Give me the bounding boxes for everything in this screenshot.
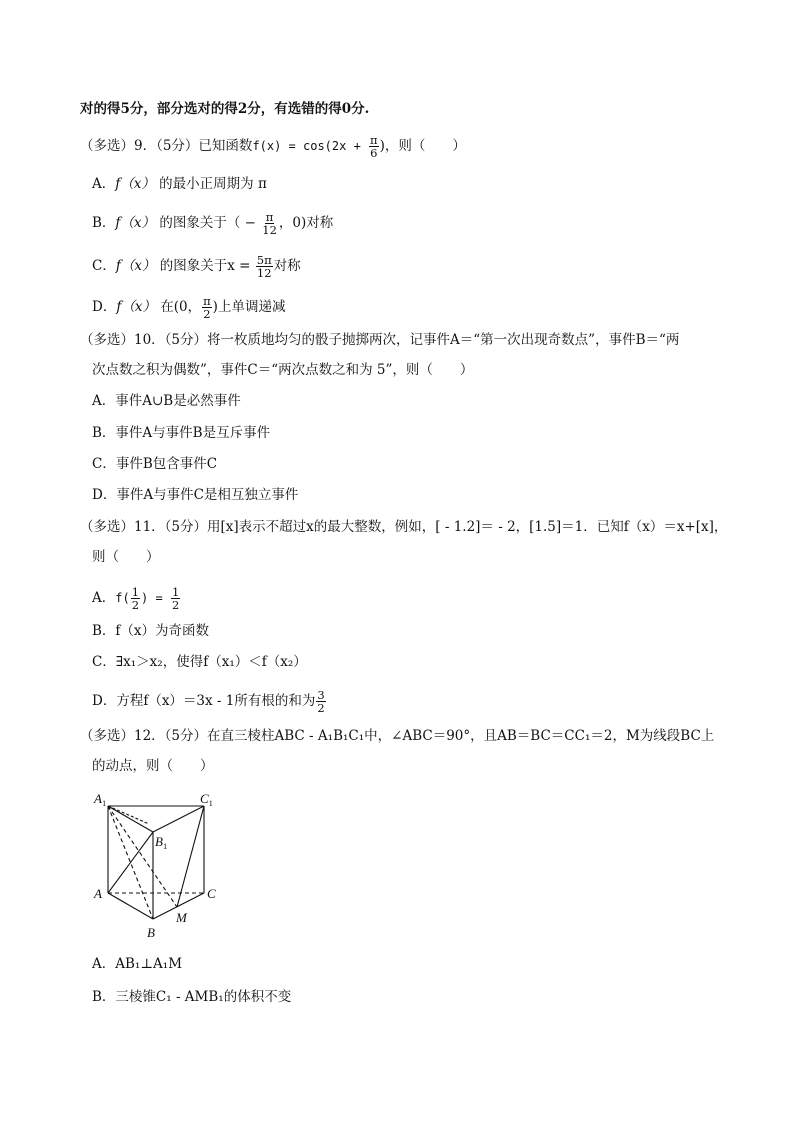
q11-a-fraction2: [171, 586, 180, 611]
q11-d-fraction: [316, 689, 325, 714]
q9-d-den: 2: [203, 307, 211, 321]
prism-edges: [108, 806, 204, 919]
question-12-stem-line1: （多选）12．（5分）在直三棱柱ABC - A₁B₁C₁中，∠ABC＝90°，且AB＝BC＝CC₁＝2，M为线段BC上: [80, 728, 715, 744]
q9-a-text: 的最小正周期为 π: [159, 176, 267, 192]
q9-frac-den: 6: [370, 146, 378, 160]
q9-c-fraction: [256, 254, 273, 279]
q9-option-b[interactable]: [92, 211, 333, 236]
q9-c-num: 5π: [256, 253, 272, 267]
edge-b1c1: [153, 806, 204, 832]
label-c1: $C_1$: [200, 791, 213, 808]
q11-a-f: f(: [115, 591, 130, 605]
q9-c-text1: 的图象关于x =: [159, 258, 255, 274]
q9-c-den: 12: [256, 266, 272, 280]
q9-d-fx: f（x）: [116, 299, 156, 315]
q11-option-b[interactable]: B．f（x）为奇函数: [92, 623, 210, 639]
q12-option-b[interactable]: B．三棱锥C₁ - AMB₁的体积不变: [92, 989, 292, 1005]
q9-a-letter: A．: [92, 176, 116, 192]
q9-c-letter: C．: [92, 258, 116, 274]
q11-d-num: 3: [317, 688, 325, 702]
q9-function: f(x) = cos(2x +: [252, 139, 369, 153]
q11-a-num2: 1: [171, 585, 180, 599]
q11-a-mid: ) =: [141, 591, 170, 605]
question-9-stem: [80, 134, 466, 159]
q9-b-fx: f（x）: [115, 215, 156, 231]
q9-b-den: 12: [262, 223, 277, 237]
q9-a-fx: f（x）: [115, 176, 155, 192]
q9-b-text1: 的图象关于（ −: [159, 215, 261, 231]
q9-b-fraction: [261, 211, 278, 236]
label-a: A: [94, 886, 102, 901]
q10-option-a[interactable]: A．事件A∪B是必然事件: [92, 393, 241, 409]
q11-d-den: 2: [317, 701, 325, 715]
question-11-stem-line2: 则（ ）: [92, 549, 160, 565]
q9-fraction: [369, 134, 379, 159]
q12-option-a[interactable]: A．AB₁⊥A₁M: [92, 956, 183, 972]
q9-b-num: π: [265, 210, 274, 224]
q11-a-letter: A．: [92, 590, 116, 606]
label-a1: $A_1$: [94, 791, 107, 808]
q9-option-c[interactable]: [92, 254, 301, 279]
q9-option-d[interactable]: [92, 295, 285, 320]
q11-a-num1: 1: [131, 585, 140, 599]
edge-ab: [108, 893, 153, 919]
q9-b-text2: ，0)对称: [278, 215, 334, 231]
q9-frac-num: π: [370, 133, 378, 147]
label-m: M: [176, 910, 187, 925]
q9-option-a[interactable]: [92, 175, 267, 193]
q11-d-text: D．方程f（x）＝3x - 1所有根的和为: [92, 693, 316, 709]
question-10-stem-line1: （多选）10．（5分）将一枚质地均匀的骰子抛掷两次，记事件A＝“第一次出现奇数点”，事件B＝“两: [80, 332, 680, 348]
q9-d-letter: D．: [92, 299, 117, 315]
q9-d-fraction: [202, 295, 212, 320]
q11-a-den2: 2: [171, 598, 180, 612]
q11-a-fraction1: [131, 586, 140, 611]
label-b: B: [147, 925, 155, 940]
label-b1: $B_1$: [155, 834, 168, 851]
question-12-stem-line2: 的动点，则（ ）: [92, 758, 214, 774]
edge-a1b1: [108, 806, 153, 832]
q11-option-c[interactable]: C．∃x₁＞x₂，使得f（x₁）＜f（x₂）: [92, 654, 307, 670]
q10-option-d[interactable]: D．事件A与事件C是相互独立事件: [92, 487, 299, 503]
q9-suffix: )，则（ ）: [379, 138, 466, 154]
segment-c1m: [177, 806, 204, 907]
q9-b-letter: B．: [92, 215, 116, 231]
q9-c-text2: 对称: [273, 258, 301, 274]
q9-prefix: （多选）9．（5分）已知函数: [80, 138, 253, 154]
q9-c-fx: f（x）: [115, 258, 156, 274]
q11-option-d[interactable]: [92, 689, 327, 714]
q9-d-text1: 在(0，: [160, 299, 202, 315]
prism-figure: [92, 786, 222, 942]
q10-option-b[interactable]: B．事件A与事件B是互斥事件: [92, 425, 271, 441]
q11-option-a[interactable]: [92, 586, 181, 611]
segment-ab1: [108, 832, 153, 893]
label-c: C: [207, 886, 216, 901]
q9-d-text2: )上单调递减: [212, 299, 286, 315]
question-10-stem-line2: 次点数之积为偶数”，事件C＝“两次点数之和为 5”，则（ ）: [92, 362, 474, 378]
q11-a-den1: 2: [131, 598, 140, 612]
q10-option-c[interactable]: C．事件B包含事件C: [92, 456, 218, 472]
question-11-stem-line1: （多选）11．（5分）用[x]表示不超过x的最大整数，例如，[ - 1.2]＝ - 2，[1.5]＝1．已知f（x）＝x+[x]，: [80, 519, 728, 535]
q9-d-num: π: [203, 294, 211, 308]
scoring-note: 对的得5分，部分选对的得2分，有选错的得0分.: [80, 101, 370, 117]
